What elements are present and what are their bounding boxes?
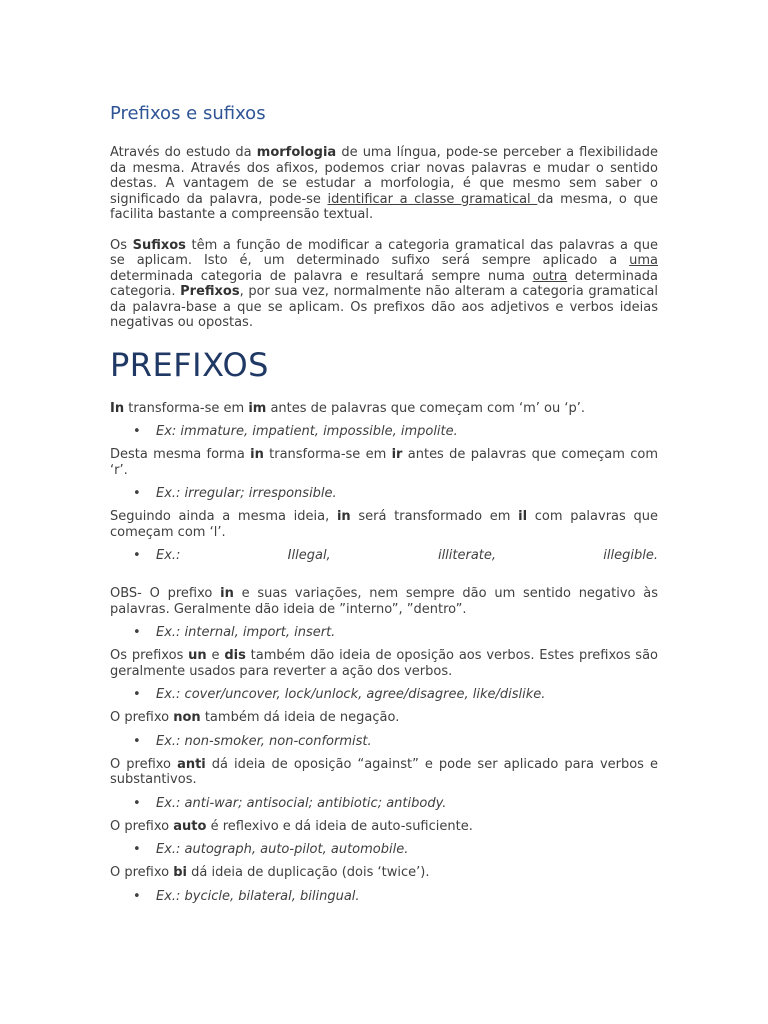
- text-run: antes de palavras que começam com ‘m’ ou ‘p’.: [266, 400, 585, 416]
- text-run: Seguindo ainda a mesma ideia,: [110, 509, 337, 524]
- bold-term: im: [248, 400, 267, 416]
- rule-line: [110, 710, 658, 726]
- text-run: transforma-se em: [263, 447, 392, 462]
- text-run: Através do estudo da: [110, 145, 257, 160]
- rule-line: [110, 819, 658, 835]
- bold-term: ir: [391, 447, 403, 462]
- bullet-icon: •: [133, 424, 141, 439]
- rule-line: [110, 648, 658, 679]
- underlined-text: outra: [532, 268, 568, 284]
- text-run: transforma-se em: [124, 400, 249, 416]
- text-run: determinada categoria.: [110, 268, 659, 299]
- bullet-icon: •: [133, 687, 141, 702]
- document-content: [110, 100, 658, 912]
- text-run: de uma língua, pode-se perceber a flexibilidade da mesma. Através dos afixos, podemos criar novas palavras e mudar o sentido destas. A vantagem de se estudar a morfologia, é que mesmo sem saber o significado da palavra, pode-se: [110, 145, 658, 207]
- bold-term: in: [336, 509, 351, 524]
- bold-term: in: [220, 586, 234, 601]
- rule-line: [110, 757, 658, 788]
- example-text: Ex.: internal, import, insert.: [156, 625, 336, 640]
- example-item: [110, 888, 658, 905]
- bullet-icon: •: [133, 888, 141, 904]
- example-text: Ex.: cover/uncover, lock/unlock, agree/disagree, like/dislike.: [156, 687, 546, 702]
- example-list: [110, 423, 658, 440]
- prefixes-heading: PREFIXOS: [110, 345, 269, 384]
- text-run: é reflexivo e dá ideia de auto-suficiente.: [206, 818, 473, 834]
- bold-term: In: [110, 400, 125, 416]
- example-word: illiterate,: [437, 548, 497, 563]
- example-item: [110, 841, 658, 858]
- underlined-text: uma: [629, 253, 658, 268]
- text-run: O prefixo: [110, 865, 174, 880]
- example-item: [110, 795, 658, 812]
- underlined-text: identificar a classe gramatical: [327, 191, 538, 207]
- text-run: dá ideia de duplicação (dois ‘twice’).: [187, 865, 430, 880]
- text-run: , por sua vez, normalmente não alteram a categoria gramatical da palavra-base a que se aplicam. Os prefixos dão aos adjetivos e verbos ideias negativas ou opostas.: [110, 284, 658, 330]
- example-item: [110, 485, 658, 502]
- example-list: [110, 733, 658, 750]
- bullet-icon: •: [133, 795, 141, 811]
- intro-paragraph: [110, 145, 658, 223]
- bold-term: un: [188, 648, 207, 663]
- example-list: [110, 841, 658, 858]
- example-text: Ex.: bycicle, bilateral, bilingual.: [156, 888, 360, 904]
- example-word: Ex.:: [156, 548, 181, 563]
- text-run: O prefixo: [110, 818, 174, 834]
- section-title: Prefixos e sufixos: [110, 103, 266, 124]
- bold-term: Prefixos: [180, 284, 240, 299]
- text-run: OBS- O prefixo: [110, 586, 221, 601]
- text-run: com palavras que começam com ‘l’.: [110, 509, 658, 540]
- bold-term: Sufixos: [132, 237, 186, 253]
- text-run: determinada categoria de palavra e resultará sempre numa: [110, 268, 533, 284]
- bold-term: auto: [173, 818, 207, 834]
- text-run: Os prefixos: [110, 648, 189, 663]
- bold-term: il: [518, 509, 528, 524]
- text-run: Desta mesma forma: [110, 447, 251, 462]
- text-run: será transformado em: [350, 509, 519, 524]
- example-item: [110, 624, 658, 641]
- example-list: [110, 795, 658, 812]
- example-word: Illegal,: [287, 548, 331, 563]
- text-run: dá ideia de oposição “against” e pode ser aplicado para verbos e substantivos.: [110, 756, 658, 787]
- example-text: Ex.: autograph, auto-pilot, automobile.: [156, 842, 409, 857]
- example-text: Ex.: non-smoker, non-conformist.: [156, 733, 372, 749]
- bullet-icon: •: [133, 842, 141, 857]
- example-text: Ex.: irregular; irresponsible.: [156, 486, 337, 501]
- bullet-icon: •: [133, 625, 141, 640]
- text-run: também dá ideia de negação.: [200, 710, 400, 725]
- rule-line: [110, 509, 658, 540]
- text-run: e: [206, 648, 225, 663]
- bullet-icon: •: [133, 733, 141, 749]
- text-run: têm a função de modificar a categoria gramatical das palavras a que se aplicam. Isto é, um determinado sufixo será sempre aplicado a: [110, 237, 659, 268]
- rule-line: [110, 401, 658, 417]
- text-run: da mesma, o que facilita bastante a compreensão textual.: [110, 191, 658, 222]
- example-item: [110, 423, 658, 440]
- bold-term: dis: [224, 648, 246, 663]
- text-run: também dão ideia de oposição aos verbos. Estes prefixos são geralmente usados para reverter a ação dos verbos.: [110, 648, 658, 679]
- suffix-paragraph: [110, 238, 658, 331]
- example-item: [110, 686, 658, 703]
- example-list: [110, 485, 658, 502]
- example-list: [110, 888, 658, 905]
- example-item: [110, 733, 658, 750]
- example-item: [110, 547, 658, 564]
- example-text: [110, 547, 658, 564]
- rule-line: [110, 586, 658, 617]
- bold-term: bi: [173, 865, 188, 880]
- example-text: Ex.: anti-war; antisocial; antibiotic; antibody.: [156, 795, 447, 811]
- example-word: illegible.: [603, 548, 658, 563]
- bold-term: in: [250, 447, 264, 462]
- rule-line: [110, 865, 658, 881]
- example-list: [110, 624, 658, 641]
- text-run: antes de palavras que começam com ‘r’.: [110, 447, 658, 478]
- example-list: [110, 686, 658, 703]
- rule-line: [110, 447, 658, 478]
- text-run: O prefixo: [110, 710, 174, 725]
- bold-term: morfologia: [256, 145, 337, 160]
- text-run: Os: [110, 237, 133, 253]
- bullet-icon: •: [133, 486, 141, 501]
- bullet-icon: •: [133, 548, 141, 563]
- text-run: e suas variações, nem sempre dão um sentido negativo às palavras. Geralmente dão ideia de ”interno”, ”dentro”.: [110, 586, 658, 617]
- bold-term: anti: [177, 756, 206, 772]
- example-text: Ex: immature, impatient, impossible, impolite.: [156, 424, 458, 439]
- bold-term: non: [173, 710, 201, 725]
- text-run: O prefixo: [110, 756, 178, 772]
